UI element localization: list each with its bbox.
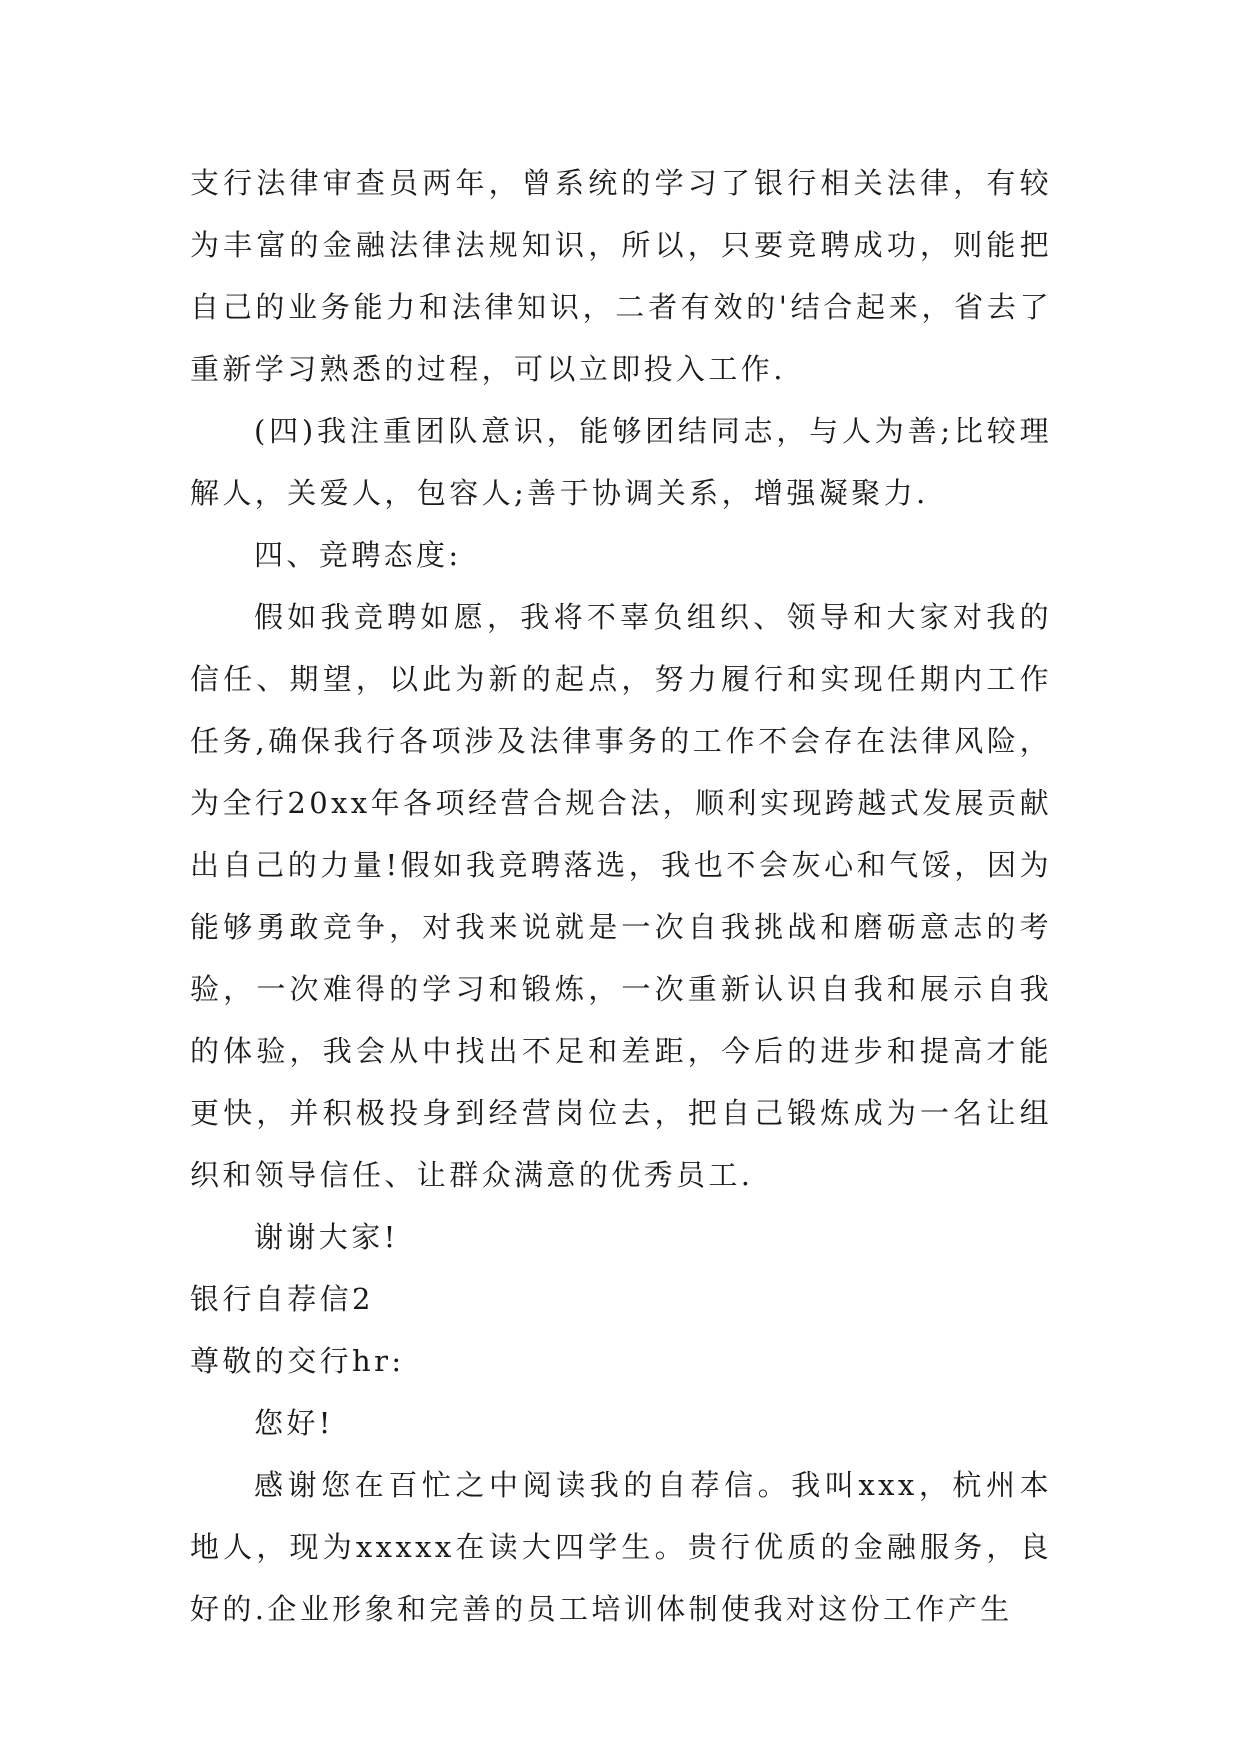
paragraph-legal-experience: 支行法律审查员两年，曾系统的学习了银行相关法律，有较为丰富的金融法律法规知识，所以，只要竞聘成功，则能把自己的业务能力和法律知识，二者有效的'结合起来，省去了重新学习熟悉的过程，可以立即投入工作.	[190, 166, 1052, 386]
letter-title: 银行自荐信2	[190, 1282, 374, 1316]
paragraph-thanks: 谢谢大家!	[254, 1220, 399, 1254]
document-body	[190, 152, 1052, 1640]
letter-greeting: 您好!	[254, 1406, 334, 1440]
section-heading-attitude: 四、竞聘态度:	[254, 538, 462, 572]
paragraph-attitude: 假如我竞聘如愿，我将不辜负组织、领导和大家对我的信任、期望，以此为新的起点，努力履行和实现任期内工作任务,确保我行各项涉及法律事务的工作不会存在法律风险，为全行20xx年各项经营合规合法，顺利实现跨越式发展贡献出自己的力量!假如我竞聘落选，我也不会灰心和气馁，因为能够勇敢竞争，对我来说就是一次自我挑战和磨砺意志的考验，一次难得的学习和锻炼，一次重新认识自我和展示自我的体验，我会从中找出不足和差距，今后的进步和提高才能更快，并积极投身到经营岗位去，把自己锻炼成为一名让组织和领导信任、让群众满意的优秀员工.	[190, 600, 1052, 1192]
letter-intro-paragraph: 感谢您在百忙之中阅读我的自荐信。我叫xxx，杭州本地人，现为xxxxx在读大四学生。贵行优质的金融服务，良好的.企业形象和完善的员工培训体制使我对这份工作产生	[190, 1468, 1052, 1626]
letter-salutation: 尊敬的交行hr:	[190, 1344, 405, 1378]
paragraph-teamwork: (四)我注重团队意识，能够团结同志，与人为善;比较理解人，关爱人，包容人;善于协调关系，增强凝聚力.	[190, 414, 1052, 510]
